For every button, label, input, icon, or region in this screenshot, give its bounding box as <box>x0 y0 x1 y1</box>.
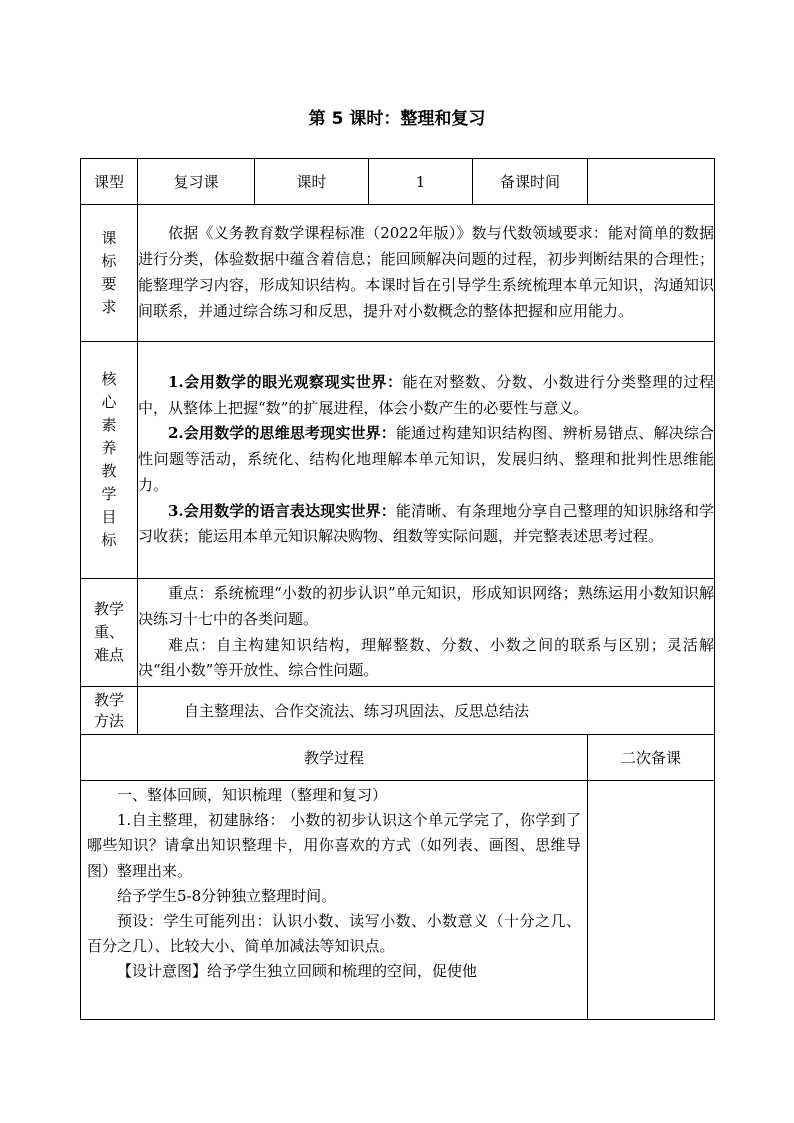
standards-content <box>138 205 715 342</box>
period-label: 课时 <box>255 159 369 205</box>
key-point-text: 重点：系统梳理“小数的初步认识”单元知识，形成知识网络；熟练运用小数知识解决练习十七中的各类问题。 <box>138 583 714 628</box>
core-goals-row <box>81 342 715 579</box>
methods-row <box>81 687 715 735</box>
goal-item-3 <box>138 499 714 551</box>
goal-item-1 <box>138 370 714 422</box>
goal-text-3: 能清晰、有条理地分享自己整理的知识脉络和学习收获；能运用本单元知识解决购物、组数等实际问题，并完整表述思考过程。 <box>138 501 714 546</box>
goal-heading-1: 1.会用数学的眼光观察现实世界： <box>168 372 403 391</box>
difficult-point-text: 难点：自主构建知识结构，理解整数、分数、小数之间的联系与区别；灵活解决“组小数”等开放性、综合性问题。 <box>138 635 714 680</box>
standards-label: 课 标 要 求 <box>81 205 138 342</box>
second-prep-header: 二次备课 <box>588 735 715 781</box>
goal-item-2 <box>138 421 714 498</box>
key-points-row <box>81 579 715 687</box>
standards-text: 依据《义务教育数学课程标准（2022年版）》数与代数领域要求：能对简单的数据进行分类，体验数据中蕴含着信息；能回顾解决问题的过程，初步判断结果的合理性；能整理学习内容，形成知识结构。本课时旨在引导学生系统梳理本单元知识，沟通知识间联系，并通过综合练习和反思，提升对小数概念的整体把握和应用能力。 <box>138 224 714 320</box>
process-paragraph-1: 一、整体回顾，知识梳理（整理和复习） <box>117 786 388 804</box>
process-paragraph-2: 1.自主整理，初建脉络： 小数的初步认识这个单元学完了，你学到了哪些知识？请拿出知识整理卡，用你喜欢的方式（如列表、画图、思维导图）整理出来。 <box>87 811 581 880</box>
period-value: 1 <box>369 159 473 205</box>
lesson-type-label: 课型 <box>81 159 138 205</box>
methods-text: 自主整理法、合作交流法、练习巩固法、反思总结法 <box>138 687 715 735</box>
goal-text-1: 能在对整数、分数、小数进行分类整理的过程中，从整体上把握“数”的扩展进程，体会小数产生的必要性与意义。 <box>138 372 714 417</box>
lesson-plan-table <box>80 158 715 1020</box>
goal-heading-3: 3.会用数学的语言表达现实世界： <box>168 501 396 520</box>
goal-heading-2: 2.会用数学的思维思考现实世界： <box>168 424 396 443</box>
second-prep-cell <box>588 781 715 1020</box>
process-content <box>81 781 588 1020</box>
key-points-content <box>138 579 715 687</box>
standards-row <box>81 205 715 342</box>
process-paragraph-5: 【设计意图】给予学生独立回顾和梳理的空间，促使他 <box>117 962 478 981</box>
methods-label: 教学 方法 <box>81 687 138 735</box>
core-goals-content <box>138 342 715 579</box>
prep-time-label: 备课时间 <box>473 159 588 205</box>
core-goals-label: 核 心 素 养 教 学 目 标 <box>81 342 138 579</box>
lesson-type-value: 复习课 <box>138 159 255 205</box>
process-row <box>81 781 715 1020</box>
prep-time-value <box>588 159 715 205</box>
process-header-row <box>81 735 715 781</box>
process-paragraph-3: 给予学生5-8分钟独立整理时间。 <box>117 886 337 905</box>
process-header: 教学过程 <box>81 735 588 781</box>
goal-text-2: 能通过构建知识结构图、辨析易错点、解决综合性问题等活动，系统化、结构化地理解本单元知识，发展归纳、整理和批判性思维能力。 <box>138 424 714 494</box>
page-title: 第 5 课时：整理和复习 <box>308 109 486 129</box>
key-points-label: 教学 重、 难点 <box>81 579 138 687</box>
header-row <box>81 159 715 205</box>
process-paragraph-4: 预设：学生可能列出：认识小数、读写小数、小数意义（十分之几、百分之几）、比较大小、简单加减法等知识点。 <box>87 912 581 956</box>
